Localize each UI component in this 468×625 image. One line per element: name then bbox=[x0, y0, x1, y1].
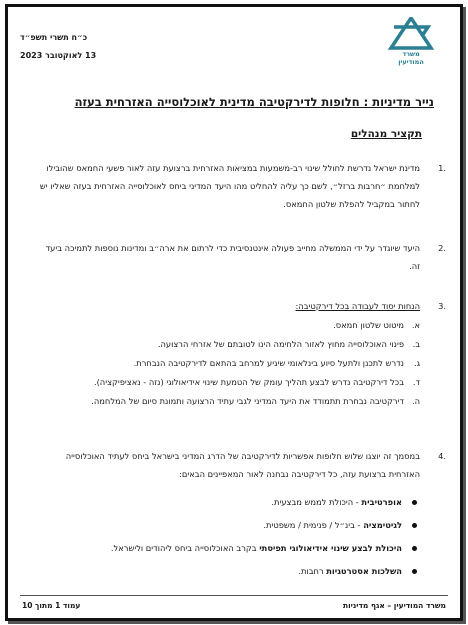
logo-text bbox=[380, 50, 442, 66]
document-frame bbox=[5, 4, 463, 621]
section-title: תקציר מנהלים bbox=[350, 128, 422, 140]
paragraph-number: .2 bbox=[438, 243, 446, 253]
paragraph-text: היעד שיוגדר על ידי הממשלה מחייב פעולה אינטנסיבית כדי לרתום את ארה״ב ומדינות נוספות לתמיכה ביעד זה. bbox=[45, 243, 420, 271]
criteria-name: היכולת לבצע שינוי אידיאולוגי תפיסתי bbox=[259, 543, 402, 553]
criteria-name: לגיטימציה bbox=[363, 520, 402, 530]
logo-line-2: המודיעין bbox=[398, 58, 424, 66]
paragraph-2 bbox=[36, 239, 446, 275]
principle-item bbox=[32, 392, 420, 411]
item-letter: א. bbox=[411, 320, 420, 330]
criteria-item bbox=[40, 514, 420, 537]
criteria-desc: רחבות. bbox=[298, 566, 327, 576]
hebrew-date: כ״ח תשרי תשפ״ד bbox=[20, 33, 88, 42]
item-letter: ד. bbox=[412, 377, 420, 387]
criteria-name: השלכות אסטרטגיות bbox=[326, 566, 402, 576]
document-title: נייר מדיניות : חלופות לדירקטיבה מדינית לאוכלוסייה האזרחית בעזה bbox=[74, 95, 434, 109]
paragraph-number: .4 bbox=[438, 451, 446, 461]
ministry-logo bbox=[380, 17, 442, 69]
star-of-david-icon bbox=[386, 17, 436, 51]
item-letter: ב. bbox=[412, 339, 420, 349]
paragraph-number: .1 bbox=[438, 163, 446, 173]
principle-item bbox=[32, 335, 420, 354]
criteria-desc: בקרב האוכלוסייה ביחס ליהודים ולישראל. bbox=[110, 543, 260, 553]
paragraph-text: במסמך זה יוצגו שלוש חלופות אפשריות לדירקטיבה של הדרג המדיני בישראל ביחס לעתיד האוכלוסייה האזרחית ברצועת עזה, כל דירקטיבה נבחנה לאור המאפיינים הבאים: bbox=[65, 451, 420, 479]
footer-page-number: עמוד 1 מתוך 10 bbox=[22, 601, 81, 610]
paragraph-1 bbox=[36, 159, 446, 213]
header-dates bbox=[20, 29, 96, 65]
criteria-desc: - היכולת לממש מבצעית. bbox=[271, 497, 362, 507]
item-text: בכל דירקטיבה נדרש לבצע תהליך עומק של הטמעת שינוי אידיאולוגי (נזה - נאציפיקציה). bbox=[93, 377, 404, 387]
item-letter: ג. bbox=[413, 358, 420, 368]
criteria-item bbox=[40, 560, 420, 583]
criteria-name: אופרטיבית bbox=[361, 497, 402, 507]
principle-item bbox=[32, 316, 420, 335]
principle-item bbox=[32, 373, 420, 392]
principle-item bbox=[32, 354, 420, 373]
paragraph-number: .3 bbox=[438, 301, 446, 311]
item-letter: ה. bbox=[411, 396, 420, 406]
paragraph-text: מדינת ישראל נדרשת לחולל שינוי רב-משמעות במציאות האזרחית ברצועת עזה לאור פשעי החמאס שהובילו למלחמת ״חרבות ברזל״, לשם כך עליה להחליט מהו היעד המדיני ביחס לאוכלוסייה האזרחית בעזה שאליו יש לחתור במקביל להפלת שלטון החמאס. bbox=[39, 163, 420, 209]
gregorian-date: 13 לאוקטובר 2023 bbox=[20, 51, 97, 60]
item-text: נדרש לתכנן ולתעל סיוע בינלאומי שיגיע למרחב בהתאם לדירקטיבה הנבחרת. bbox=[133, 358, 404, 368]
document-page bbox=[8, 7, 460, 618]
criteria-desc: - בינ״ל / פנימית / משפטית. bbox=[263, 520, 364, 530]
criteria-item bbox=[40, 491, 420, 514]
item-text: דירקטיבה נבחרת תתמודד את היעד המדיני לגבי עתיד הרצועה ותמונת סיום של המלחמה. bbox=[91, 396, 404, 406]
criteria-item bbox=[40, 537, 420, 560]
footer-divider bbox=[20, 595, 448, 596]
item-text: מיטוט שלטון חמאס. bbox=[333, 320, 404, 330]
criteria-list bbox=[40, 491, 420, 583]
paragraph-4 bbox=[36, 447, 446, 483]
footer-org: משרד המודיעין – אגף מדיניות bbox=[342, 601, 446, 610]
logo-line-1: משרד bbox=[402, 50, 420, 58]
item-text: פינוי האוכלוסייה מחוץ לאזור הלחימה הינו לטובתם של אזרחי הרצועה. bbox=[157, 339, 404, 349]
principles-heading: הנחות יסוד לעבודה בכל דירקטיבה: bbox=[295, 301, 420, 311]
principles-list bbox=[32, 297, 420, 411]
